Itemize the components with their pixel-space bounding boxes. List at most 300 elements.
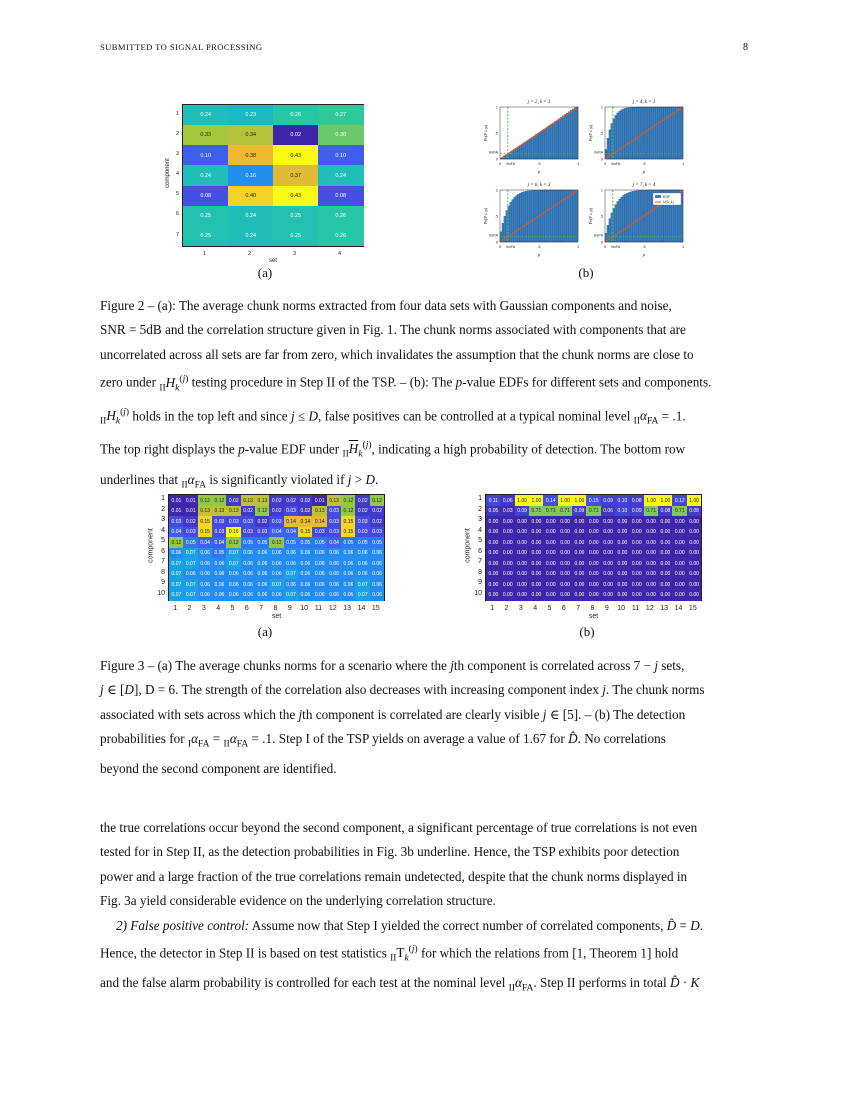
heatmap-cell: 0.00 bbox=[486, 527, 501, 538]
edf-bar bbox=[636, 107, 638, 159]
heatmap-cell: 0.06 bbox=[255, 548, 270, 559]
heatmap-cell: 0.00 bbox=[529, 537, 544, 548]
heatmap-cell: 0.00 bbox=[672, 590, 687, 601]
fig2-caption-line: underlines that $_{II}\alpha_{FA}$ is significantly violated if j > D. bbox=[100, 471, 379, 491]
heatmap-cell: 0.07 bbox=[355, 590, 370, 601]
x-tick-label: 2 bbox=[247, 251, 252, 257]
heatmap-cell: 0.00 bbox=[687, 579, 702, 590]
heatmap-cell: 0.02 bbox=[370, 506, 385, 517]
fig3b-label: (b) bbox=[579, 624, 595, 639]
edf-bar bbox=[541, 131, 543, 159]
heatmap-cell: 0.00 bbox=[629, 537, 644, 548]
heatmap-cell: 0.15 bbox=[198, 516, 213, 527]
panel-x-tick: .5 bbox=[642, 245, 646, 249]
heatmap-cell: 0.14 bbox=[543, 495, 558, 506]
heatmap-cell: 0.00 bbox=[572, 558, 587, 569]
heatmap-cell: 0.00 bbox=[615, 579, 630, 590]
edf-bar bbox=[504, 157, 506, 159]
panel-x-label: p bbox=[537, 252, 541, 257]
heatmap-cell: 0.03 bbox=[327, 506, 342, 517]
heatmap-cell: 0.12 bbox=[341, 495, 356, 506]
panel-y-tick: .5 bbox=[494, 131, 498, 136]
edf-bar bbox=[621, 110, 623, 159]
heatmap-cell: 0.00 bbox=[672, 558, 687, 569]
heatmap-cell: 0.06 bbox=[312, 569, 327, 580]
heatmap-cell: 0.07 bbox=[169, 569, 184, 580]
panel-y-tick: IIαFA bbox=[594, 150, 603, 155]
fig2-caption-line: $_{II}H_k^{(j)}$ holds in the top left and since j ≤ D, false positives can be controlled at a typical nominal level $_{II}\alpha_{FA} = .1$. bbox=[100, 407, 686, 427]
panel-y-tick: 0 bbox=[495, 157, 498, 162]
x-axis-label: set bbox=[268, 257, 277, 264]
heatmap-cell: 0.03 bbox=[284, 506, 299, 517]
heatmap-cell: 0.03 bbox=[327, 516, 342, 527]
heatmap-cell: 0.06 bbox=[198, 548, 213, 559]
heatmap-cell: 0.05 bbox=[486, 506, 501, 517]
heatmap-cell: 0.05 bbox=[241, 537, 256, 548]
heatmap-cell: 0.12 bbox=[672, 495, 687, 506]
heatmap-cell: 0.00 bbox=[672, 516, 687, 527]
heatmap-cell: 0.06 bbox=[298, 579, 313, 590]
heatmap-cell: 0.03 bbox=[241, 516, 256, 527]
panel-y-tick: 1 bbox=[600, 105, 603, 110]
heatmap-cell: 0.00 bbox=[586, 590, 601, 601]
y-tick-label: 4 bbox=[478, 526, 482, 534]
heatmap-cell: 0.24 bbox=[228, 226, 274, 247]
heatmap-cell: 0.00 bbox=[615, 590, 630, 601]
heatmap-cell: 0.06 bbox=[255, 558, 270, 569]
heatmap-cell: 0.00 bbox=[586, 548, 601, 559]
edf-bar bbox=[572, 109, 574, 159]
heatmap-cell: 0.06 bbox=[255, 569, 270, 580]
edf-bar bbox=[547, 190, 549, 242]
heatmap-cell: 0.02 bbox=[355, 495, 370, 506]
edf-bar bbox=[518, 147, 520, 159]
heatmap-cell: 0.00 bbox=[543, 558, 558, 569]
edf-bar bbox=[518, 194, 520, 242]
heatmap-cell: 0.00 bbox=[543, 569, 558, 580]
heatmap-cell: 0.08 bbox=[687, 506, 702, 517]
fig2-caption-line: SNR = 5dB and the correlation structure given in Fig. 1. The chunk norms associated with components that are bbox=[100, 322, 686, 338]
heatmap-cell: 0.04 bbox=[169, 527, 184, 538]
heatmap-cell: 0.71 bbox=[543, 506, 558, 517]
fig3-caption-line: Figure 3 – (a) The average chunks norms for a scenario where the jth component is correlated across 7 − j sets, bbox=[100, 658, 685, 673]
edf-bar bbox=[664, 107, 666, 159]
heatmap-cell: 0.06 bbox=[183, 569, 198, 580]
heatmap-cell: 0.00 bbox=[572, 590, 587, 601]
heatmap-cell: 0.06 bbox=[370, 548, 385, 559]
heatmap-cell: 0.07 bbox=[269, 579, 284, 590]
heatmap-cell: 0.00 bbox=[529, 579, 544, 590]
edf-bar bbox=[646, 190, 648, 242]
edf-bar bbox=[512, 199, 514, 242]
heatmap-cell: 0.00 bbox=[529, 548, 544, 559]
heatmap-cell: 0.04 bbox=[212, 537, 227, 548]
heatmap-cell: 0.26 bbox=[318, 226, 364, 247]
heatmap-cell: 0.06 bbox=[241, 548, 256, 559]
edf-bar bbox=[677, 107, 679, 159]
heatmap-cell: 0.01 bbox=[183, 495, 198, 506]
heatmap-cell: 0.00 bbox=[486, 548, 501, 559]
heatmap-cell: 0.00 bbox=[644, 590, 659, 601]
heatmap-cell: 0.03 bbox=[269, 516, 284, 527]
heatmap-cell: 0.12 bbox=[255, 506, 270, 517]
edf-bar bbox=[619, 111, 621, 159]
heatmap-cell: 0.14 bbox=[284, 516, 299, 527]
heatmap-cell: 0.05 bbox=[298, 537, 313, 548]
heatmap-cell: 0.05 bbox=[255, 537, 270, 548]
edf-bar bbox=[525, 142, 527, 159]
heatmap-cell: 0.13 bbox=[241, 495, 256, 506]
heatmap-cell: 0.00 bbox=[629, 579, 644, 590]
heatmap-cell: 0.26 bbox=[318, 206, 364, 227]
panel-x-label: p bbox=[642, 169, 646, 174]
edf-bar bbox=[617, 202, 619, 242]
heatmap-cell: 0.00 bbox=[601, 548, 616, 559]
body-text bbox=[100, 816, 750, 1002]
heatmap-cell: 0.00 bbox=[601, 558, 616, 569]
edf-bar bbox=[625, 108, 627, 159]
edf-bar bbox=[545, 128, 547, 159]
edf-bar bbox=[576, 107, 578, 159]
heatmap-cell: 0.00 bbox=[500, 537, 515, 548]
legend-uniform-label: U(0, 1) bbox=[663, 200, 674, 204]
heatmap-cell: 0.00 bbox=[687, 537, 702, 548]
heatmap-cell: 0.06 bbox=[198, 579, 213, 590]
edf-bar bbox=[679, 107, 681, 159]
heatmap-cell: 0.04 bbox=[269, 527, 284, 538]
heatmap-cell: 0.00 bbox=[543, 516, 558, 527]
edf-bar bbox=[568, 112, 570, 159]
heatmap-cell: 0.06 bbox=[298, 548, 313, 559]
heatmap-cell: 0.34 bbox=[228, 125, 274, 146]
figure3-caption bbox=[100, 654, 750, 782]
heatmap-cell: 0.00 bbox=[543, 579, 558, 590]
panel-y-tick: .5 bbox=[599, 214, 603, 219]
heatmap-cell: 0.00 bbox=[558, 558, 573, 569]
y-tick-label: 2 bbox=[175, 130, 179, 137]
heatmap-cell: 0.06 bbox=[241, 558, 256, 569]
heatmap-cell: 0.03 bbox=[212, 516, 227, 527]
panel-y-tick: .5 bbox=[599, 131, 603, 136]
fig3-caption-line: beyond the second component are identified. bbox=[100, 761, 337, 777]
edf-bar bbox=[533, 136, 535, 159]
x-tick-label: 12 bbox=[645, 605, 654, 612]
edf-bar bbox=[652, 107, 654, 159]
panel-y-label: Pr(P ≤ p) bbox=[588, 124, 593, 142]
heatmap-cell: 0.06 bbox=[212, 558, 227, 569]
edf-bar bbox=[537, 134, 539, 159]
heatmap-cell: 0.06 bbox=[241, 590, 256, 601]
x-axis-label: set bbox=[271, 613, 282, 620]
heatmap-cell: 0.24 bbox=[228, 206, 274, 227]
heatmap-cell: 0.00 bbox=[658, 548, 673, 559]
x-tick-label: 10 bbox=[617, 605, 626, 612]
y-tick-label: 7 bbox=[478, 558, 482, 566]
x-tick-label: 3 bbox=[518, 605, 523, 612]
edf-bar bbox=[667, 107, 669, 159]
heatmap-cell: 0.13 bbox=[327, 495, 342, 506]
edf-bar bbox=[531, 138, 533, 159]
heatmap-cell: 0.00 bbox=[515, 579, 530, 590]
heatmap-cell: 0.00 bbox=[615, 558, 630, 569]
y-tick-label: 6 bbox=[175, 211, 179, 218]
heatmap-cell: 0.06 bbox=[370, 569, 385, 580]
heatmap-cell: 0.00 bbox=[543, 590, 558, 601]
y-tick-label: 4 bbox=[161, 526, 165, 534]
heatmap-cell: 0.06 bbox=[341, 548, 356, 559]
edf-bar bbox=[623, 195, 625, 242]
heatmap-cell: 0.02 bbox=[241, 506, 256, 517]
y-tick-label: 10 bbox=[474, 589, 482, 597]
heatmap-cell: 0.25 bbox=[273, 226, 319, 247]
x-tick-label: 11 bbox=[314, 605, 323, 612]
panel-x-tick: .5 bbox=[642, 162, 646, 166]
heatmap-cell: 0.10 bbox=[318, 145, 364, 166]
heatmap-cell: 0.06 bbox=[355, 548, 370, 559]
heatmap-cell: 0.06 bbox=[269, 590, 284, 601]
heatmap-cell: 0.02 bbox=[355, 506, 370, 517]
heatmap-cell: 0.25 bbox=[273, 206, 319, 227]
heatmap-cell: 0.14 bbox=[312, 516, 327, 527]
edf-bar bbox=[660, 107, 662, 159]
edf-bar bbox=[533, 190, 535, 242]
heatmap-cell: 0.00 bbox=[672, 548, 687, 559]
edf-bar bbox=[525, 191, 527, 242]
heatmap-cell: 0.07 bbox=[183, 558, 198, 569]
heatmap-cell: 0.00 bbox=[558, 548, 573, 559]
heatmap-cell: 0.00 bbox=[572, 537, 587, 548]
edf-bar bbox=[529, 139, 531, 159]
heatmap-cell: 1.00 bbox=[558, 495, 573, 506]
heatmap-cell: 1.00 bbox=[529, 495, 544, 506]
fig3a-heatmap bbox=[147, 494, 385, 620]
heatmap-cell: 0.04 bbox=[284, 527, 299, 538]
heatmap-cell: 0.00 bbox=[500, 548, 515, 559]
heatmap-cell: 0.00 bbox=[543, 537, 558, 548]
x-axis-label: set bbox=[588, 613, 599, 620]
edf-bar bbox=[681, 107, 683, 159]
fig3-caption-line: j ∈ [D], D = 6. The strength of the correlation also decreases with increasing component index j. The chunk norms bbox=[100, 682, 705, 698]
edf-bar bbox=[617, 113, 619, 159]
heatmap-cell: 0.00 bbox=[644, 558, 659, 569]
edf-bar bbox=[675, 107, 677, 159]
heatmap-cell: 0.00 bbox=[558, 527, 573, 538]
heatmap-cell: 0.43 bbox=[273, 186, 319, 207]
heatmap-cell: 0.00 bbox=[672, 569, 687, 580]
heatmap-cell: 0.24 bbox=[318, 165, 364, 186]
x-tick-label: 8 bbox=[273, 605, 278, 612]
x-tick-label: 1 bbox=[173, 605, 178, 612]
heatmap-cell: 0.12 bbox=[212, 495, 227, 506]
edf-bar bbox=[630, 192, 632, 242]
heatmap-cell: 0.00 bbox=[615, 569, 630, 580]
y-tick-label: 1 bbox=[478, 495, 482, 503]
heatmap-cell: 0.00 bbox=[586, 527, 601, 538]
figure2-caption bbox=[100, 294, 750, 498]
y-tick-label: 4 bbox=[175, 171, 179, 178]
heatmap-cell: 0.03 bbox=[226, 516, 241, 527]
heatmap-cell: 0.16 bbox=[226, 527, 241, 538]
heatmap-cell: 0.08 bbox=[629, 495, 644, 506]
panel-x-tick: 0 bbox=[498, 162, 502, 166]
panel-y-tick: IIαFA bbox=[489, 150, 498, 155]
heatmap-cell: 0.00 bbox=[586, 537, 601, 548]
panel-y-tick: IIαFA bbox=[594, 233, 603, 238]
edf-bar bbox=[560, 190, 562, 242]
heatmap-cell: 0.09 bbox=[515, 506, 530, 517]
heatmap-cell: 0.00 bbox=[687, 516, 702, 527]
heatmap-cell: 0.05 bbox=[284, 537, 299, 548]
heatmap-cell: 0.02 bbox=[269, 495, 284, 506]
heatmap-cell: 0.06 bbox=[241, 569, 256, 580]
heatmap-cell: 0.00 bbox=[658, 558, 673, 569]
body-line: power and a large fraction of the true correlations remain undetected, despite that the chunk norms displayed in bbox=[100, 868, 688, 884]
fig2a-plot-area bbox=[182, 104, 364, 247]
heatmap-cell: 0.06 bbox=[370, 590, 385, 601]
heatmap-cell: 0.15 bbox=[586, 495, 601, 506]
heatmap-cell: 0.06 bbox=[500, 495, 515, 506]
heatmap-cell: 0.02 bbox=[298, 495, 313, 506]
heatmap-cell: 0.05 bbox=[183, 537, 198, 548]
y-tick-label: 9 bbox=[478, 579, 482, 587]
heatmap-cell: 0.06 bbox=[169, 548, 184, 559]
heatmap-cell: 0.00 bbox=[486, 569, 501, 580]
heatmap-cell: 0.06 bbox=[341, 558, 356, 569]
panel-y-tick: 0 bbox=[600, 157, 603, 162]
heatmap-cell: 0.25 bbox=[183, 206, 229, 227]
heatmap-cell: 0.06 bbox=[312, 548, 327, 559]
heatmap-cell: 0.43 bbox=[273, 145, 319, 166]
edf-bar bbox=[619, 199, 621, 242]
heatmap-cell: 0.06 bbox=[255, 579, 270, 590]
heatmap-cell: 0.00 bbox=[658, 527, 673, 538]
edf-bar bbox=[512, 151, 514, 159]
edf-bar bbox=[630, 107, 632, 159]
x-tick-label: 3 bbox=[201, 605, 206, 612]
heatmap-cell: 0.00 bbox=[615, 537, 630, 548]
heatmap-cell: 0.00 bbox=[601, 527, 616, 538]
heatmap-cell: 0.00 bbox=[515, 516, 530, 527]
heatmap-cell: 0.03 bbox=[370, 527, 385, 538]
heatmap-cell: 0.06 bbox=[212, 579, 227, 590]
heatmap-cell: 0.00 bbox=[601, 516, 616, 527]
heatmap-cell: 0.01 bbox=[312, 495, 327, 506]
heatmap-cell: 0.38 bbox=[228, 145, 274, 166]
heatmap-cell: 0.06 bbox=[355, 569, 370, 580]
fig2-caption-line: Figure 2 – (a): The average chunk norms extracted from four data sets with Gaussian components and noise, bbox=[100, 298, 672, 313]
y-tick-label: 2 bbox=[161, 505, 165, 513]
edf-bar bbox=[628, 192, 630, 242]
heatmap-cell: 0.00 bbox=[601, 537, 616, 548]
heatmap-cell: 0.06 bbox=[298, 569, 313, 580]
edf-bar bbox=[568, 190, 570, 242]
heatmap-cell: 0.06 bbox=[226, 590, 241, 601]
heatmap-cell: 0.00 bbox=[558, 537, 573, 548]
panel-y-tick: 0 bbox=[600, 240, 603, 245]
edf-bar bbox=[514, 197, 516, 242]
heatmap-cell: 0.15 bbox=[198, 527, 213, 538]
edf-bar bbox=[658, 107, 660, 159]
edf-bar bbox=[529, 191, 531, 242]
panel-x-tick: IIαFA bbox=[611, 245, 621, 249]
panel-x-tick: 0 bbox=[603, 162, 607, 166]
heatmap-cell: 0.14 bbox=[298, 516, 313, 527]
heatmap-cell: 0.06 bbox=[284, 558, 299, 569]
y-axis-label: component bbox=[464, 527, 472, 563]
panel-x-tick: IIαFA bbox=[506, 245, 516, 249]
heatmap-cell: 0.07 bbox=[169, 558, 184, 569]
edf-bar bbox=[626, 193, 628, 242]
y-tick-label: 7 bbox=[175, 231, 179, 238]
edf-bar bbox=[553, 190, 555, 242]
heatmap-cell: 0.00 bbox=[672, 537, 687, 548]
heatmap-cell: 0.06 bbox=[269, 548, 284, 559]
heatmap-cell: 0.00 bbox=[644, 548, 659, 559]
heatmap-cell: 0.06 bbox=[284, 548, 299, 559]
heatmap-cell: 0.12 bbox=[226, 537, 241, 548]
fig3b-plot-area bbox=[485, 494, 702, 601]
panel-y-label: Pr(P ≤ p) bbox=[588, 207, 593, 225]
heatmap-cell: 0.13 bbox=[312, 506, 327, 517]
heatmap-cell: 0.07 bbox=[169, 590, 184, 601]
heatmap-cell: 0.27 bbox=[318, 105, 364, 126]
edf-bar bbox=[632, 107, 634, 159]
heatmap-cell: 0.03 bbox=[241, 527, 256, 538]
heatmap-cell: 0.06 bbox=[327, 558, 342, 569]
edf-bar bbox=[541, 190, 543, 242]
panel-x-tick: 1 bbox=[681, 245, 685, 249]
x-tick-label: 2 bbox=[504, 605, 509, 612]
heatmap-cell: 0.06 bbox=[370, 579, 385, 590]
heatmap-cell: 0.06 bbox=[226, 569, 241, 580]
y-tick-label: 5 bbox=[175, 191, 179, 198]
heatmap-cell: 0.12 bbox=[198, 495, 213, 506]
heatmap-cell: 0.03 bbox=[355, 527, 370, 538]
panel-x-tick: 1 bbox=[681, 162, 685, 166]
heatmap-cell: 0.02 bbox=[298, 506, 313, 517]
panel-x-tick: IIαFA bbox=[611, 162, 621, 166]
y-tick-label: 5 bbox=[161, 537, 165, 545]
edf-bar bbox=[559, 190, 561, 242]
heatmap-cell: 0.06 bbox=[341, 569, 356, 580]
heatmap-cell: 0.06 bbox=[226, 579, 241, 590]
edf-bar bbox=[570, 190, 572, 242]
panel-title: j = 4, k = 1 bbox=[632, 100, 656, 105]
edf-bar bbox=[648, 190, 650, 242]
heatmap-cell: 0.08 bbox=[318, 186, 364, 207]
x-tick-label: 8 bbox=[590, 605, 595, 612]
heatmap-cell: 0.00 bbox=[500, 527, 515, 538]
heatmap-cell: 0.00 bbox=[687, 590, 702, 601]
edf-bar bbox=[574, 190, 576, 242]
panel-x-tick: .5 bbox=[537, 162, 541, 166]
panel-y-tick: 1 bbox=[495, 188, 498, 193]
heatmap-cell: 0.00 bbox=[615, 516, 630, 527]
x-tick-label: 10 bbox=[300, 605, 309, 612]
body-line: Hence, the detector in Step II is based on test statistics $_{II}T_k^{(j)}$ for which the relations from [1, Theorem 1] hold bbox=[100, 945, 679, 965]
edf-bar bbox=[566, 113, 568, 159]
edf-bar bbox=[621, 197, 623, 242]
heatmap-cell: 0.06 bbox=[341, 579, 356, 590]
edf-bar bbox=[527, 191, 529, 242]
y-tick-label: 1 bbox=[161, 495, 165, 503]
heatmap-cell: 1.00 bbox=[687, 495, 702, 506]
x-tick-label: 9 bbox=[287, 605, 292, 612]
heatmap-cell: 0.06 bbox=[298, 590, 313, 601]
heatmap-cell: 0.30 bbox=[318, 125, 364, 146]
heatmap-cell: 0.00 bbox=[672, 527, 687, 538]
edf-bar bbox=[623, 109, 625, 159]
